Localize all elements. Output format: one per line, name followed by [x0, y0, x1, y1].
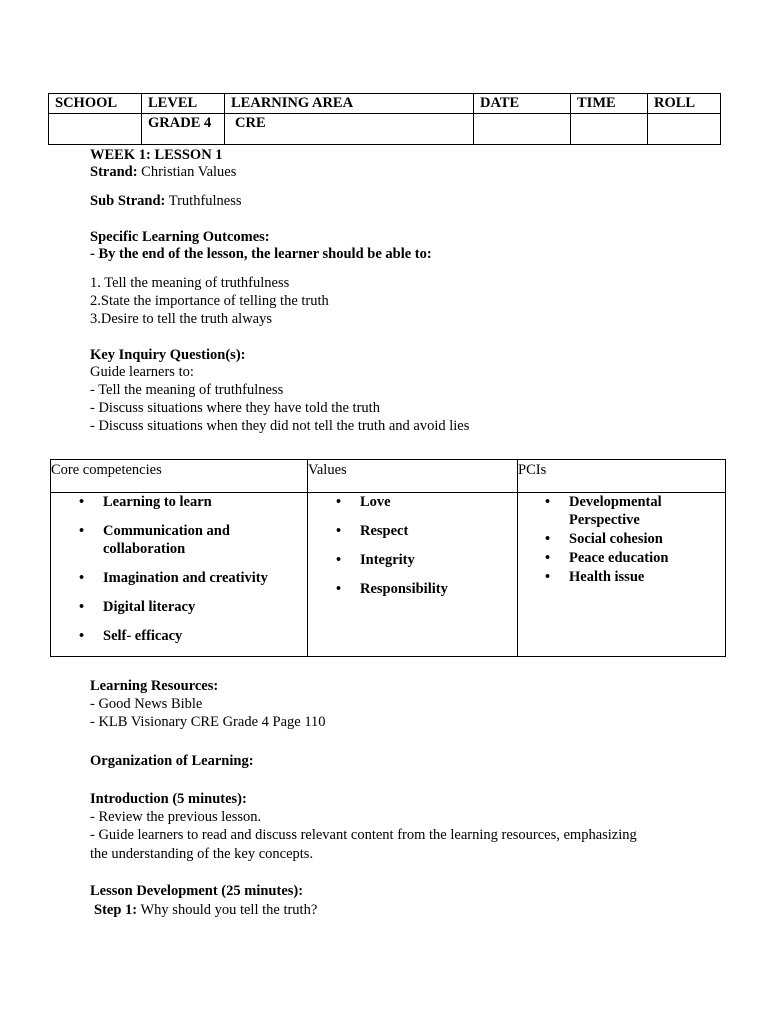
step-1-line: [94, 901, 317, 919]
kiq-item: - Tell the meaning of truthfulness: [90, 382, 284, 398]
slo-heading: Specific Learning Outcomes:: [90, 229, 270, 245]
strand-label: Strand:: [90, 164, 138, 180]
strand-value: Christian Values: [141, 164, 237, 180]
list-item: • Respect: [360, 522, 517, 540]
introduction-line: - Guide learners to read and discuss relevant content from the learning resources, emphasizing: [90, 827, 637, 843]
core-competencies-header: Core competencies: [51, 460, 308, 493]
list-item: • Health issue: [569, 568, 725, 586]
pcis-cell: [518, 493, 726, 657]
header-time: TIME: [571, 94, 648, 114]
list-item: • Peace education: [569, 549, 725, 567]
pcis-header: PCIs: [518, 460, 726, 493]
core-competencies-list: [51, 493, 307, 645]
sub-strand-line: [90, 192, 242, 210]
competency-table: [50, 459, 726, 657]
list-item: • Responsibility: [360, 580, 517, 598]
week-lesson-title: WEEK 1: LESSON 1: [90, 147, 223, 163]
step-1-text: Why should you tell the truth?: [140, 902, 318, 918]
kiq-item: - Discuss situations when they did not tell the truth and avoid lies: [90, 418, 470, 434]
list-item: • Digital literacy: [103, 598, 307, 616]
step-1-label: Step 1:: [94, 902, 138, 918]
date-value: [474, 114, 571, 145]
list-item: • Self- efficacy: [103, 627, 307, 645]
list-item: • Communication and collaboration: [103, 522, 253, 558]
list-item: • Imagination and creativity: [103, 569, 307, 587]
learning-area-value: CRE: [225, 114, 474, 145]
introduction-heading: Introduction (5 minutes):: [90, 791, 247, 807]
header-roll: ROLL: [648, 94, 721, 114]
roll-value: [648, 114, 721, 145]
list-item: • Developmental Perspective: [569, 493, 679, 529]
time-value: [571, 114, 648, 145]
header-learning-area: LEARNING AREA: [225, 94, 474, 114]
list-item: • Learning to learn: [103, 493, 307, 511]
organization-heading: Organization of Learning:: [90, 753, 254, 769]
sub-strand-value: Truthfulness: [168, 193, 242, 209]
values-cell: [308, 493, 518, 657]
list-item: • Love: [360, 493, 517, 511]
introduction-line: - Review the previous lesson.: [90, 809, 262, 825]
pcis-list: [518, 493, 725, 586]
kiq-intro: Guide learners to:: [90, 364, 194, 380]
outcome-item: 3.Desire to tell the truth always: [90, 311, 273, 327]
header-table: [48, 93, 721, 145]
level-value: GRADE 4: [142, 114, 225, 145]
outcome-item: 1. Tell the meaning of truthfulness: [90, 275, 290, 291]
strand-line: [90, 163, 236, 181]
development-heading: Lesson Development (25 minutes):: [90, 883, 304, 899]
resource-item: - KLB Visionary CRE Grade 4 Page 110: [90, 714, 326, 730]
resources-heading: Learning Resources:: [90, 678, 219, 694]
slo-intro: - By the end of the lesson, the learner should be able to:: [90, 246, 432, 262]
sub-strand-label: Sub Strand:: [90, 193, 166, 209]
header-school: SCHOOL: [49, 94, 142, 114]
school-value: [49, 114, 142, 145]
kiq-item: - Discuss situations where they have told the truth: [90, 400, 380, 416]
values-header: Values: [308, 460, 518, 493]
header-level: LEVEL: [142, 94, 225, 114]
resource-item: - Good News Bible: [90, 696, 203, 712]
kiq-heading: Key Inquiry Question(s):: [90, 347, 246, 363]
values-list: [308, 493, 517, 598]
header-date: DATE: [474, 94, 571, 114]
core-competencies-cell: [51, 493, 308, 657]
outcome-item: 2.State the importance of telling the truth: [90, 293, 329, 309]
list-item: • Social cohesion: [569, 530, 725, 548]
introduction-line: the understanding of the key concepts.: [90, 846, 314, 862]
list-item: • Integrity: [360, 551, 517, 569]
